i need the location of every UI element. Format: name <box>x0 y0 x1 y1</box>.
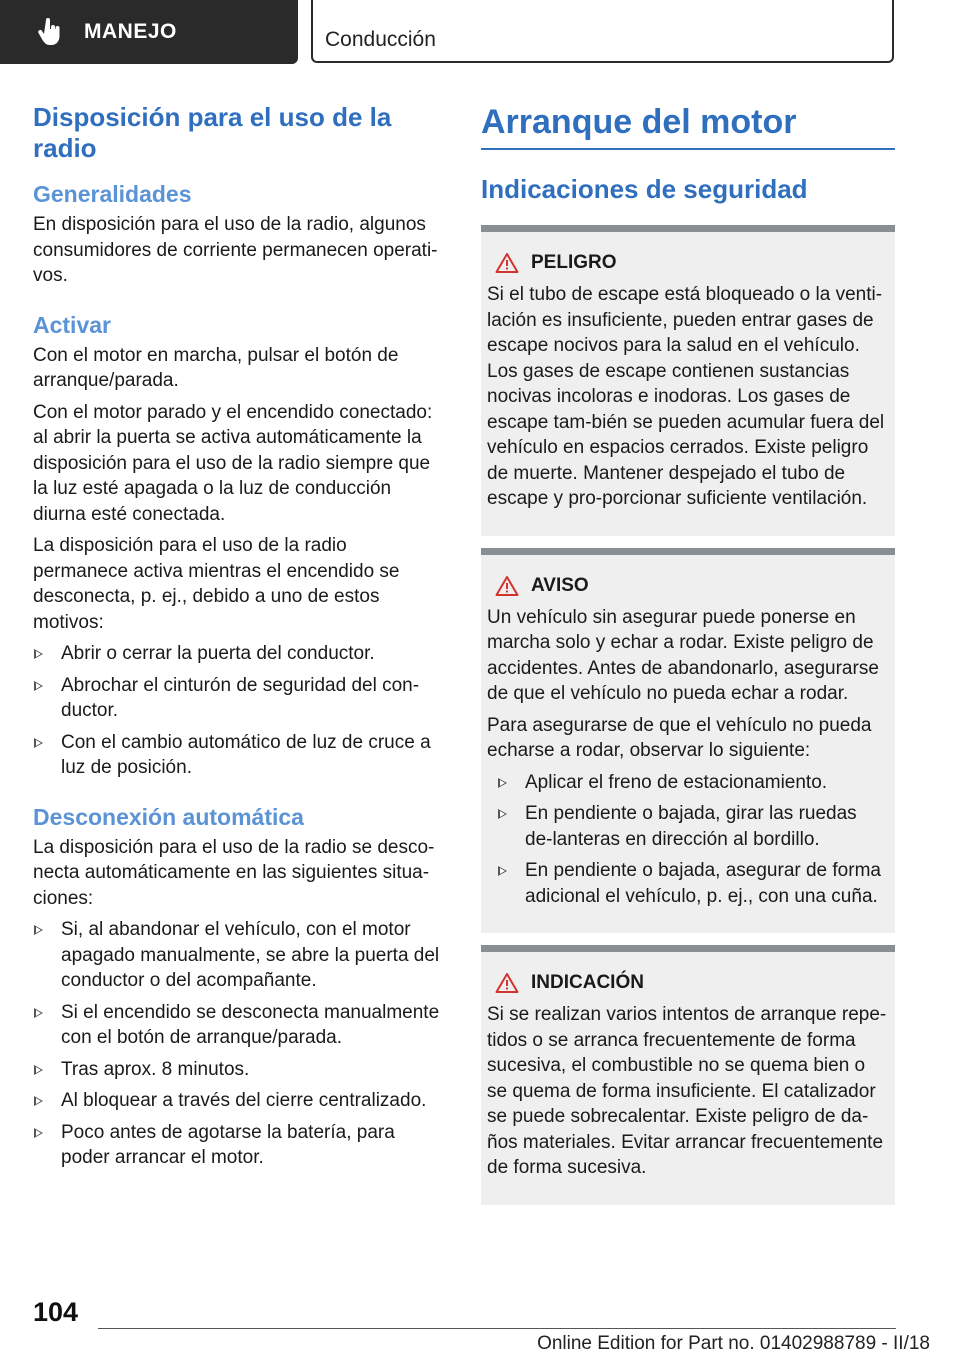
general-heading: Generalidades <box>33 181 192 207</box>
warning-text: Si el tubo de escape está bloqueado o la venti-lación es insuficiente, pueden entrar gases de escape nocivos para la salud en el vehículo. Los gases de escape contienen sustancias nocivas incoloras e inodoras. Los gases de escape tam-bién se pueden acumular fuera del vehículo en espacios cerrados. Existe peligro de muerte. Mantener despejado el tubo de escape y pro-porcionar suficiente ventilación. <box>487 284 885 509</box>
left-column <box>33 102 447 1177</box>
warning-list <box>497 770 887 910</box>
triangle-bullet-icon <box>34 681 43 691</box>
triangle-bullet-icon <box>34 1128 43 1138</box>
triangle-bullet-icon <box>34 925 43 935</box>
chapter-tab <box>311 0 894 63</box>
warning-text: Para asegurarse de que el vehículo no pueda echarse a rodar, observar lo siguiente: <box>487 714 872 761</box>
auto-off-list <box>33 917 447 1171</box>
chapter-label: Conducción <box>325 28 436 51</box>
warning-text: Un vehículo sin asegurar puede ponerse en marcha solo y echar a rodar. Existe peligro de accidentes. Antes de abandonarlo, asegurarse de que el vehículo no pueda echar a rodar. <box>487 606 879 704</box>
list-item: Abrochar el cinturón de seguridad del con-ductor. <box>33 673 447 724</box>
list-item: Al bloquear a través del cierre centralizado. <box>33 1088 447 1114</box>
general-text: En disposición para el uso de la radio, algunos consumidores de corriente permanecen operati-vos. <box>33 214 438 286</box>
warning-label: AVISO <box>531 574 589 596</box>
section-label: MANEJO <box>84 20 177 43</box>
right-column <box>481 102 895 1217</box>
list-item: Tras aprox. 8 minutos. <box>33 1057 447 1083</box>
list-item: Con el cambio automático de luz de cruce a luz de posición. <box>33 730 447 781</box>
list-item: Si, al abandonar el vehículo, con el motor apagado manualmente, se abre la puerta del conductor o del acompañante. <box>33 917 447 994</box>
activate-paragraph-2: Con el motor parado y el encendido conectado: al abrir la puerta se activa automáticamente la disposición para el uso de la radio siempre que la luz esté apagada o la luz de conducción diurna esté conectada. <box>33 401 433 525</box>
page-number: 104 <box>33 1297 79 1327</box>
list-item: Si el encendido se desconecta manualmente con el botón de arranque/parada. <box>33 1000 447 1051</box>
warning-triangle-icon <box>495 972 519 994</box>
safety-subtitle: Indicaciones de seguridad <box>481 174 808 204</box>
footer-edition: Online Edition for Part no. 01402988789 - II/18 <box>537 1333 930 1354</box>
chapter-title: Arranque del motor <box>481 102 895 150</box>
list-item: Abrir o cerrar la puerta del conductor. <box>33 641 447 667</box>
list-item: En pendiente o bajada, girar las ruedas de-lanteras en dirección al bordillo. <box>497 801 887 852</box>
warning-label: INDICACIÓN <box>531 972 644 993</box>
section-tab <box>0 0 298 64</box>
triangle-bullet-icon <box>34 649 43 659</box>
triangle-bullet-icon <box>498 809 507 819</box>
activate-paragraph-3: La disposición para el uso de la radio permanece activa mientras el encendido se desconecta, p. ej., debido a uno de estos motivos: <box>33 535 400 633</box>
triangle-bullet-icon <box>34 1096 43 1106</box>
auto-off-text: La disposición para el uso de la radio se desco-necta automáticamente en las siguientes situa-ciones: <box>33 836 435 909</box>
warning-box-danger <box>481 225 895 536</box>
triangle-bullet-icon <box>498 866 507 876</box>
warning-triangle-icon <box>495 575 519 597</box>
list-item: Aplicar el freno de estacionamiento. <box>497 770 887 796</box>
triangle-bullet-icon <box>498 778 507 788</box>
warning-text: Si se realizan varios intentos de arranque repe-tidos o se arranca frecuentemente de forma sucesiva, el combustible no se quema bien o se quema de forma insuficiente. El catalizador se puede sobrecalentar. Existe peligro de da-ños materiales. Evitar arrancar frecuentemente de forma sucesiva. <box>487 1004 887 1178</box>
auto-off-heading: Desconexión automática <box>33 803 304 830</box>
section-title: Disposición para el uso de la radio <box>33 102 392 163</box>
hand-pointer-icon <box>38 17 64 47</box>
warning-label: PELIGRO <box>531 252 617 273</box>
activate-paragraph-1: Con el motor en marcha, pulsar el botón de arranque/parada. <box>33 344 399 391</box>
triangle-bullet-icon <box>34 1008 43 1018</box>
activate-heading: Activar <box>33 311 111 338</box>
list-item: Poco antes de agotarse la batería, para poder arrancar el motor. <box>33 1120 447 1171</box>
triangle-bullet-icon <box>34 738 43 748</box>
triangle-bullet-icon <box>34 1065 43 1075</box>
warning-box-caution <box>481 548 895 934</box>
activate-list <box>33 641 447 781</box>
warning-box-notice <box>481 945 895 1205</box>
footer-divider <box>98 1328 896 1329</box>
warning-triangle-icon <box>495 252 519 274</box>
list-item: En pendiente o bajada, asegurar de forma adicional el vehículo, p. ej., con una cuña. <box>497 858 887 909</box>
